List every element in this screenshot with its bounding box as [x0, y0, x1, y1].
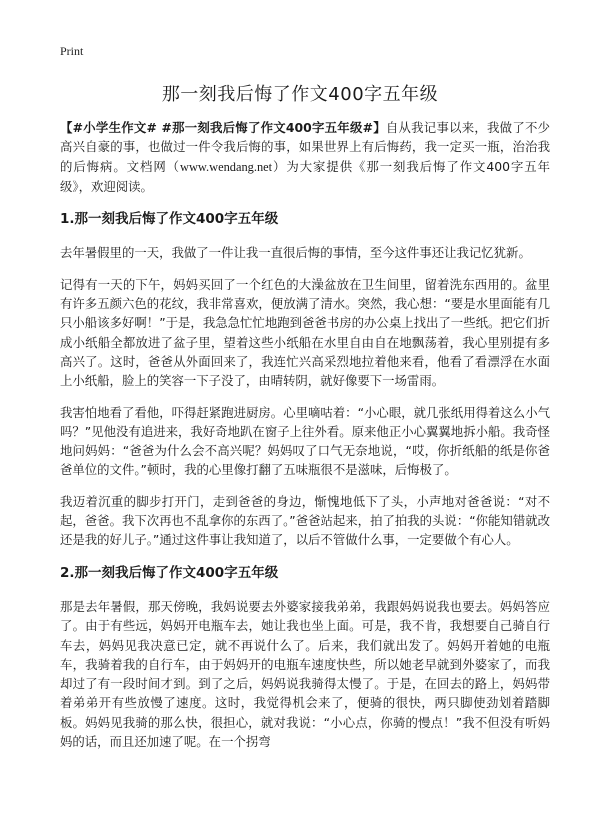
- body-paragraph: 我害怕地看了看他，吓得赶紧跑进厨房。心里嘀咕着：“小心眼，就几张纸用得着这么小气吗？”见他没有追进来，我好奇地趴在窗子上往外看。原来他正小心翼翼地拆小船。我奇怪地问妈妈：“爸爸为什么会不高兴呢？妈妈叹了口气无奈地说，“哎，你折纸船的纸是你爸爸单位的文件。”顿时，我的心里像打翻了五味瓶很不是滋味，后悔极了。: [60, 404, 550, 478]
- body-paragraph: 我迈着沉重的脚步打开门，走到爸爸的身边，惭愧地低下了头，小声地对爸爸说：“对不起，爸爸。我下次再也不乱拿你的东西了。”爸爸站起来，拍了拍我的头说：“你能知错就改还是我的好儿子。”通过这件事让我知道了，以后不管做什么事，一定要做个有心人。: [60, 493, 550, 548]
- intro-paragraph: [60, 118, 550, 196]
- document-title: 那一刻我后悔了作文400字五年级: [161, 84, 439, 105]
- section-heading: 1.那一刻我后悔了作文400字五年级: [60, 211, 279, 228]
- body-paragraph: 去年暑假里的一天，我做了一件让我一直很后悔的事情，至今这件事还让我记忆犹新。: [60, 245, 531, 261]
- site-url: www.wendang.net: [180, 159, 273, 174]
- body-paragraph: 记得有一天的下午，妈妈买回了一个红色的大澡盆放在卫生间里，留着洗东西用的。盆里有许多五颜六色的花纹，我非常喜欢，便放满了清水。突然，我心想：“要是水里面能有几只小船该多好啊！”于是，我急急忙忙地跑到爸爸书房的办公桌上找出了一些纸。把它们折成小纸船全都放进了盆子里，望着这些小纸船在水里自由自在地飘荡着，我心里别提有多高兴了。这时，爸爸从外面回来了，我连忙兴高采烈地拉着他来看，他看了看漂浮在水面上小纸船，脸上的笑容一下子没了，由晴转阴，就好像要下一场雷雨。: [60, 276, 550, 389]
- intro-text: 自从我记事以来，我做了不少高兴自豪的事，也做过一件令我后悔的事，如果世界上有后悔药，我一定买一瓶，治治我的后悔病。文档网（: [60, 120, 550, 174]
- print-label: Print: [60, 44, 84, 58]
- intro-tags: 【#小学生作文# #那一刻我后悔了作文400字五年级#】: [60, 120, 386, 135]
- intro-text-end: ）为大家提供《那一刻我后悔了作文400字五年级》，欢迎阅读。: [60, 158, 551, 194]
- body-paragraph: 那是去年暑假，那天傍晚，我妈说要去外婆家接我弟弟，我跟妈妈说我也要去。妈妈答应了。由于有些远，妈妈开电瓶车去，她让我也坐上面。可是，我不肯，我想要自己骑自行车去，妈妈见我决意已定，就不再说什么了。后来，我们就出发了。妈妈开着她的电瓶车，我骑着我的自行车，由于妈妈开的电瓶车速度快些，所以她老早就到外婆家了，而我却过了有一段时间才到。到了之后，妈妈说我骑得太慢了。于是，在回去的路上，妈妈带着弟弟开有些放慢了速度。这时，我觉得机会来了，便骑的很快，两只脚使劲划着踏脚板。妈妈见我骑的那么快，很担心，就对我说：“小心点，你骑的慢点！”我不但没有听妈妈的话，而且还加速了呢。在一个拐弯: [60, 598, 550, 750]
- document-body: [60, 118, 550, 763]
- section-heading: 2.那一刻我后悔了作文400字五年级: [60, 564, 279, 581]
